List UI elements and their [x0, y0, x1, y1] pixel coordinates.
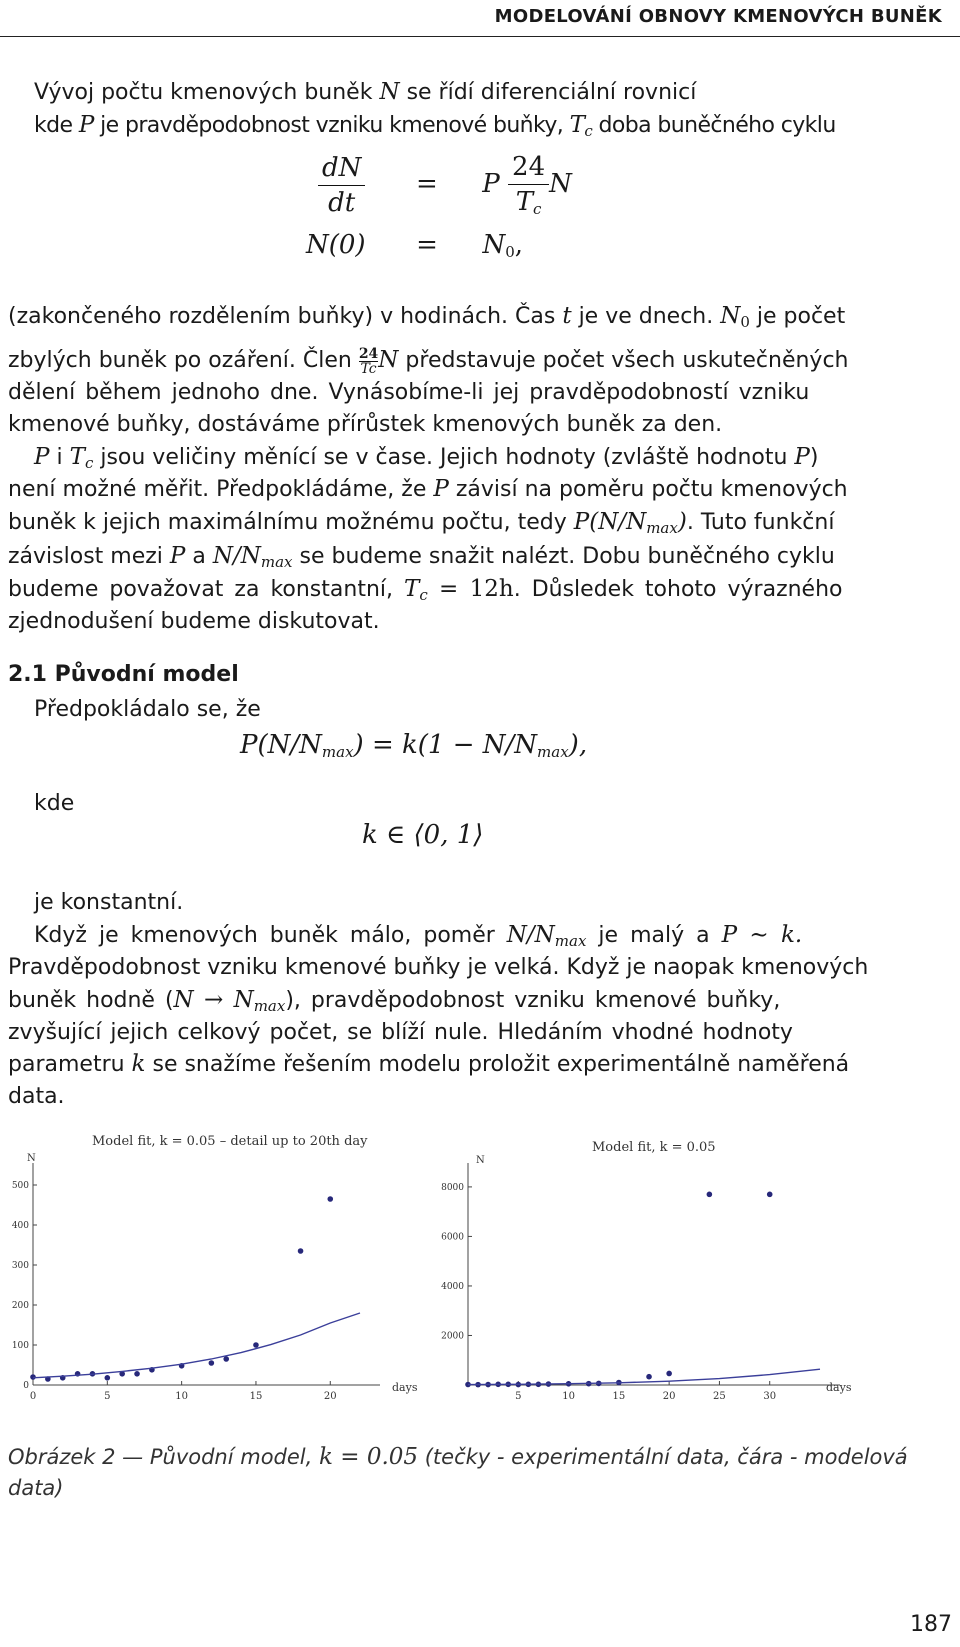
x-tick-label: 10 — [175, 1391, 189, 1402]
math-PNN: P(N/N — [573, 509, 647, 535]
math-sub: 0 — [505, 243, 515, 261]
math-P: P — [34, 444, 50, 470]
text: . Důsledek tohoto výrazného — [513, 577, 843, 602]
math-paren: ) — [677, 509, 687, 535]
data-point — [223, 1356, 229, 1362]
math-sub: max — [253, 997, 286, 1015]
text: (tečky - experimentální data, čára - modelová data) — [8, 1445, 908, 1500]
math-k: k = 0.05 — [319, 1444, 419, 1470]
text: se budeme snažit nalézt. Dobu buněčného cyklu — [292, 544, 835, 569]
inline-fraction — [359, 347, 378, 376]
math-T: T — [569, 112, 585, 138]
model-line-1: Předpokládalo se, že — [34, 697, 261, 722]
text: . Tuto funkční — [686, 510, 835, 535]
data-point — [253, 1342, 259, 1348]
para-line-6: kmenové buňky, dostáváme přírůstek kmenových buněk za den. — [8, 412, 723, 437]
y-tick-label: 6000 — [441, 1232, 464, 1243]
running-header: MODELOVÁNÍ OBNOVY KMENOVÝCH BUNĚK — [494, 6, 942, 27]
math-part: ) = k(1 − N/N — [353, 730, 538, 760]
math-sub: c — [84, 454, 94, 472]
math-P: P — [794, 444, 810, 470]
text: doba buněčného cyklu — [592, 113, 836, 138]
text: parametru — [8, 1052, 132, 1077]
text: je malý a — [586, 923, 722, 948]
data-point — [209, 1360, 215, 1366]
x-tick-label: 20 — [323, 1391, 337, 1402]
math-sub: 0 — [740, 313, 750, 331]
fraction-24-Tc — [508, 152, 549, 218]
math-P: P — [482, 169, 500, 199]
text: je ve dnech. — [571, 304, 721, 329]
x-tick-label: 20 — [662, 1391, 676, 1402]
math-Pk: P ∼ k. — [721, 922, 803, 948]
math-NN: N/N — [506, 922, 555, 948]
y-axis-label: N — [27, 1153, 36, 1164]
math-sub: max — [260, 553, 293, 571]
data-point — [767, 1192, 773, 1198]
y-tick-label: 200 — [11, 1301, 29, 1311]
chart-full-model-fit — [440, 1125, 860, 1410]
text: zbylých buněk po ozáření. Člen — [8, 348, 359, 373]
text: ), pravděpodobnost vzniku kmenové buňky, — [285, 988, 781, 1013]
text: buněk k jejich maximálnímu možnému počtu, tedy — [8, 510, 574, 535]
y-tick-label: 4000 — [441, 1281, 464, 1292]
math-T: T — [69, 444, 85, 470]
x-tick-label: 5 — [515, 1391, 522, 1402]
para-line-4 — [8, 344, 849, 377]
text: ) — [809, 445, 819, 470]
page-number: 187 — [910, 1612, 952, 1637]
figure-caption — [8, 1442, 908, 1504]
data-point — [646, 1374, 652, 1380]
math-part: ), — [568, 730, 588, 760]
data-point — [105, 1375, 111, 1381]
kde-label: kde — [34, 791, 75, 816]
math-sub: c — [533, 200, 542, 218]
chart-title: Model fit, k = 0.05 – detail up to 20th day — [92, 1134, 368, 1149]
x-tick-label: 15 — [612, 1391, 626, 1402]
text: Obrázek 2 — Původní model, — [8, 1445, 319, 1469]
para-line-5: dělení během jednoho dne. Vynásobíme-li jej pravděpodobností vzniku — [8, 380, 810, 405]
fraction-dNdt — [318, 153, 365, 218]
math-t: t — [562, 303, 572, 329]
para-line-12: zjednodušení budeme diskutovat. — [8, 609, 380, 634]
equation-model — [240, 730, 587, 761]
math-sub: max — [646, 519, 678, 537]
text: není možné měřit. Předpokládáme, že — [8, 477, 434, 502]
intro-line-1 — [34, 76, 696, 109]
equals: = — [416, 230, 438, 260]
model-konst: je konstantní. — [34, 890, 184, 915]
denominator — [508, 185, 549, 218]
text: je počet — [749, 304, 846, 329]
numerator: dN — [318, 153, 365, 186]
model-line-3: Pravděpodobnost vzniku kmenové buňky je velká. Když je naopak kmenových — [8, 955, 869, 980]
model-curve — [33, 1313, 360, 1378]
x-axis-label: days — [826, 1381, 852, 1394]
x-tick-label: 10 — [562, 1391, 575, 1402]
math-sub: max — [537, 743, 569, 761]
math-N: N — [378, 347, 399, 373]
data-point — [707, 1192, 713, 1198]
equation-ode — [318, 152, 572, 218]
equation-k-range: k ∈ ⟨0, 1⟩ — [362, 820, 484, 850]
x-tick-label: 30 — [763, 1391, 777, 1402]
math-N: N — [549, 169, 572, 199]
data-point — [327, 1196, 333, 1202]
text: buněk hodně ( — [8, 988, 174, 1013]
model-line-6 — [8, 1048, 849, 1081]
data-point — [666, 1371, 672, 1377]
x-axis-label: days — [392, 1381, 418, 1394]
math-NN: N/N — [212, 543, 261, 569]
math-N0: N(0) — [306, 230, 366, 260]
intro-line-2 — [34, 109, 836, 148]
numerator: 24 — [508, 152, 549, 185]
x-tick-label: 25 — [713, 1391, 726, 1402]
text: (zakončeného rozdělením buňky) v hodinách. Čas — [8, 304, 563, 329]
x-tick-label: 0 — [29, 1391, 37, 1402]
chart-detail-20-days — [0, 1125, 440, 1410]
model-line-7: data. — [8, 1084, 65, 1109]
model-curve — [468, 1369, 820, 1384]
header-rule — [0, 36, 960, 37]
math-sub: c — [584, 122, 593, 140]
x-tick-label: 5 — [104, 1391, 111, 1402]
text: kde — [34, 113, 79, 138]
math-sub: max — [554, 932, 587, 950]
y-tick-label: 300 — [11, 1261, 29, 1271]
y-tick-label: 2000 — [441, 1331, 464, 1342]
text: je pravděpodobnost vzniku kmenové buňky, — [93, 113, 570, 138]
chart-title: Model fit, k = 0.05 — [592, 1140, 716, 1155]
text: i — [49, 445, 70, 470]
y-tick-label: 500 — [11, 1181, 29, 1191]
text: se řídí diferenciální rovnicí — [399, 80, 697, 105]
section-heading: 2.1 Původní model — [8, 662, 239, 687]
text: budeme považovat za konstantní, — [8, 577, 404, 602]
x-tick-label: 15 — [249, 1391, 263, 1402]
numerator: 24 — [358, 345, 379, 362]
text: jsou veličiny měnící se v čase. Jejich hodnoty (zvláště hodnotu — [93, 445, 795, 470]
y-tick-label: 8000 — [441, 1182, 464, 1193]
y-tick-label: 0 — [23, 1381, 29, 1391]
y-tick-label: 400 — [11, 1221, 29, 1231]
para-line-3 — [8, 300, 845, 339]
text: představuje počet všech uskutečněných — [398, 348, 849, 373]
text: Vývoj počtu kmenových buněk — [34, 80, 380, 105]
model-line-5: zvyšující jejich celkový počet, se blíží nule. Hledáním vhodné hodnoty — [8, 1020, 793, 1045]
math-P: P — [433, 476, 449, 502]
y-axis-label: N — [476, 1155, 485, 1166]
math-value: = 12h — [427, 576, 514, 602]
y-tick-label: 100 — [11, 1341, 29, 1351]
text: Když je kmenových buněk málo, poměr — [34, 923, 507, 948]
para-line-8 — [8, 473, 848, 506]
math-N: N — [720, 303, 741, 329]
math-N: N — [482, 230, 506, 260]
equals: = — [415, 169, 438, 199]
math-N: N — [379, 79, 400, 105]
comma: , — [514, 230, 524, 260]
math-sub: max — [321, 743, 354, 761]
text: závislost mezi — [8, 544, 170, 569]
math-sub: c — [419, 586, 428, 604]
text: závisí na poměru počtu kmenových — [448, 477, 848, 502]
equation-initial — [306, 230, 523, 261]
math-k: k — [131, 1051, 146, 1077]
text: a — [185, 544, 213, 569]
denominator: Tc — [360, 360, 377, 377]
math-part: P(N/N — [240, 730, 322, 760]
data-point — [134, 1371, 140, 1377]
math-T: T — [403, 576, 420, 602]
math-P: P — [78, 112, 94, 138]
math-Narr: N → N — [173, 987, 254, 1013]
math-P: P — [169, 543, 186, 569]
data-point — [298, 1248, 304, 1254]
math-T: T — [515, 187, 534, 217]
denominator: dt — [328, 187, 356, 218]
text: se snažíme řešením modelu proložit experimentálně naměřená — [145, 1052, 850, 1077]
